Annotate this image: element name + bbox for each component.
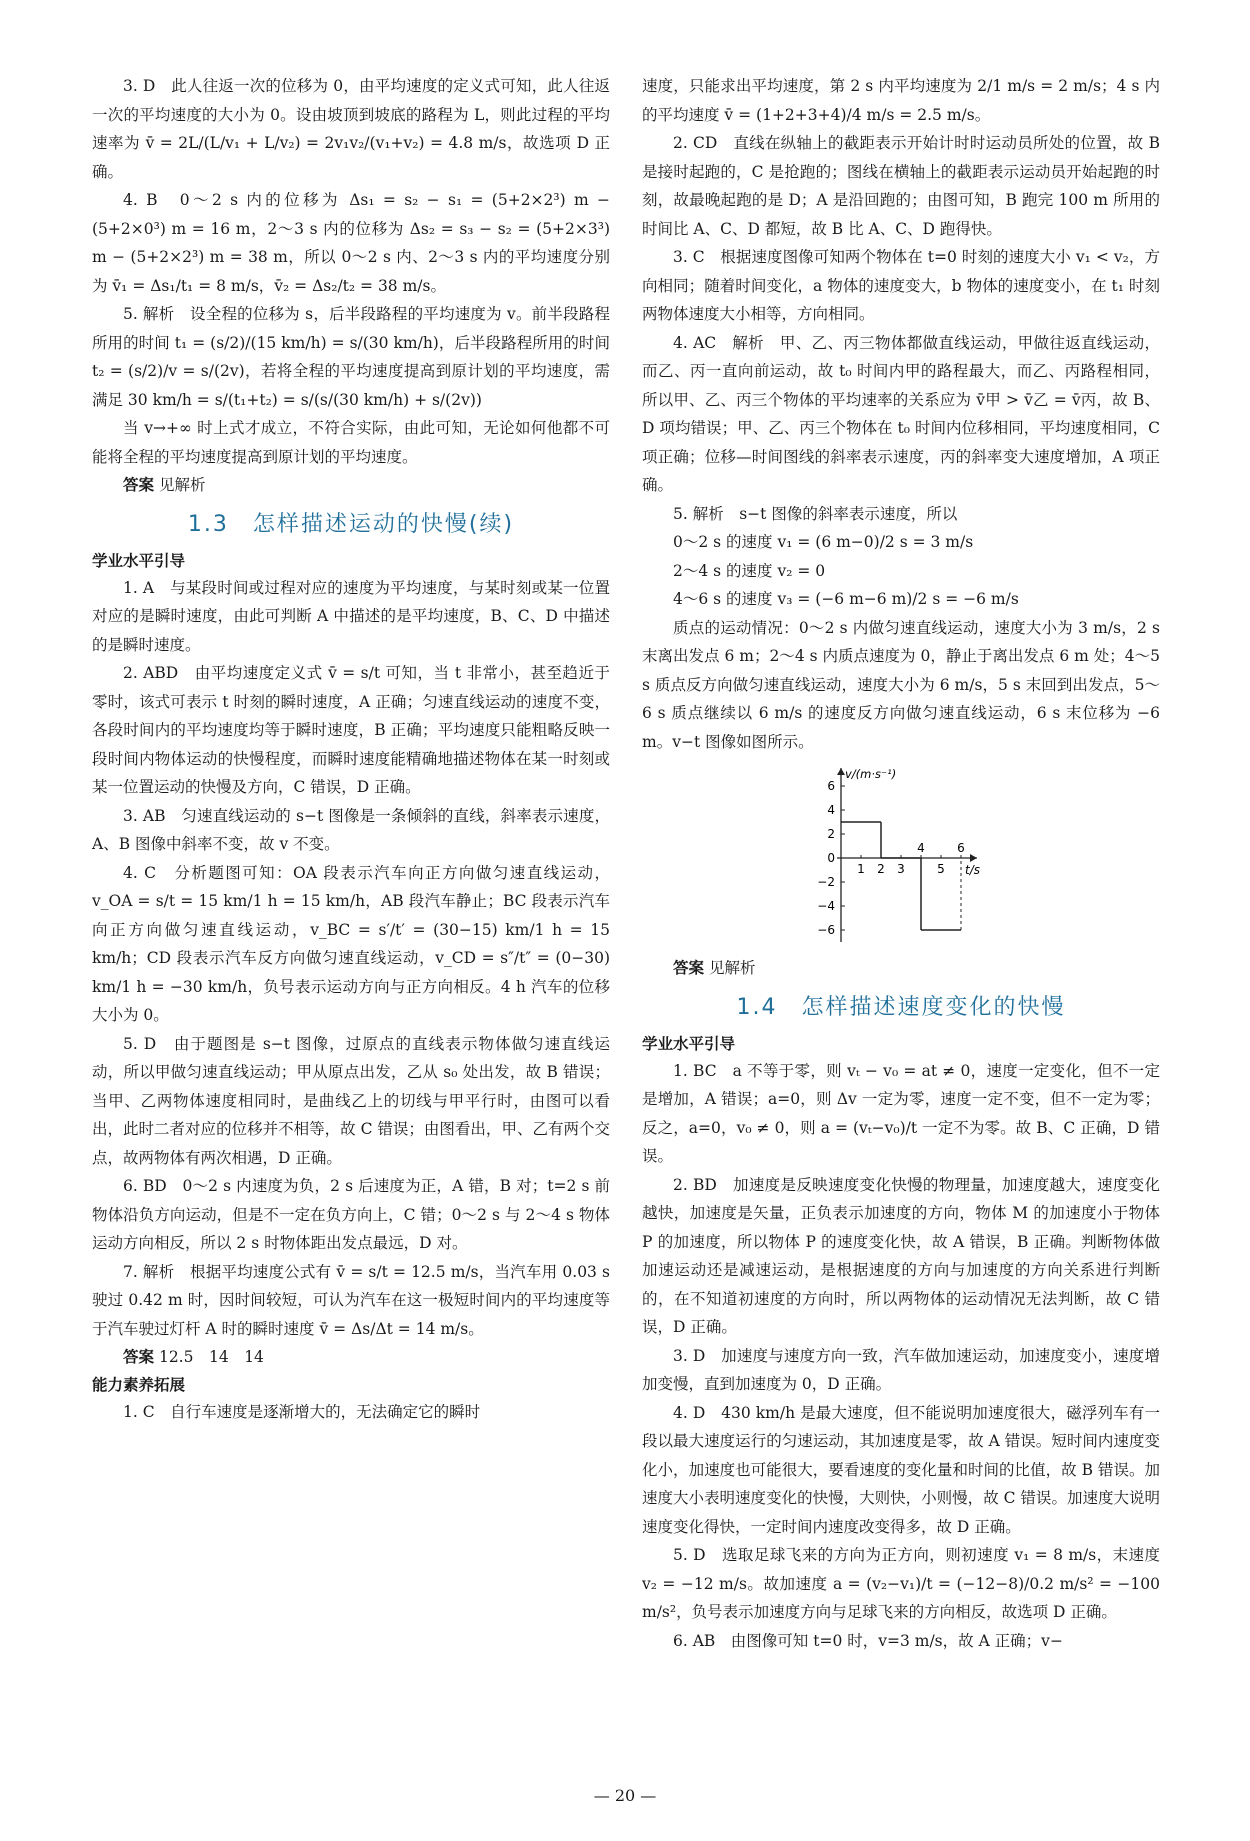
subheading-1: 学业水平引导 <box>92 551 186 570</box>
s5-answer: 5. D 选取足球飞来的方向为正方向，则初速度 v₁ = 8 m/s，末速度 v₂ = −12 m/s。故加速度 a = (v₂−v₁)/t = (−12−8)/0.2 m/s² = −100 m/s²，负号表示加速度方向与足球飞来的方向相反，故选项 D 正确。 <box>642 1546 1160 1621</box>
x-tick-label: 4 <box>917 841 925 855</box>
s6-answer: 6. AB 由图像可知 t=0 时，v=3 m/s，故 A 正确；v− <box>673 1631 1063 1650</box>
answer-label: 答案 <box>123 1348 155 1366</box>
answer-5-conclusion: 当 v→+∞ 时上式才成立，不符合实际，由此可知，无论如何他都不可能将全程的平均速度提高到原计划的平均速度。 <box>92 419 610 466</box>
answer-value: 见解析 <box>708 959 756 977</box>
velocity-line-2: 2～4 s 的速度 v₂ = 0 <box>673 561 826 580</box>
y-tick-label: 0 <box>827 851 835 865</box>
s4-answer: 4. D 430 km/h 是最大速度，但不能说明加速度很大，磁浮列车有一段以最大速度运行的匀速运动，其加速度是零，故 A 错误。短时间内速度变化小，加速度也可能很大，要看速度的变化量和时间的比值，故 B 错误。加速度大小表明速度变化的快慢，大则快，小则慢，故 C 错误。加速度大说明速度变化得快，一定时间内速度改变得多，故 D 正确。 <box>642 1403 1160 1536</box>
x-tick-label: 1 <box>857 862 865 876</box>
answer-line-1 <box>92 471 610 500</box>
section-title-1-4: 1.4 怎样描述速度变化的快慢 <box>736 994 1066 1020</box>
answer-5: 5. 解析 设全程的位移为 s，后半段路程的平均速度为 v。前半段路程所用的时间 t₁ = (s/2)/(15 km/h) = s/(30 km/h)，后半段路程所用的时间 t₂ = (s/2)/v = s/(2v)，若将全程的平均速度提高到原计划的平均速度，需满足 30 km/h = s/(t₁+t₂) = s/(s/(30 km/h) + s/(2v)) <box>92 305 610 409</box>
answer-value: 12.5 14 14 <box>158 1348 264 1366</box>
ext-q1-continued: 速度，只能求出平均速度，第 2 s 内平均速度为 2/1 m/s = 2 m/s；4 s 内的平均速度 v̄ = (1+2+3+4)/4 m/s = 2.5 m/s。 <box>642 77 1160 124</box>
y-tick-label: −4 <box>817 899 835 913</box>
s3-answer: 3. D 加速度与速度方向一致，汽车做加速运动，加速度变小，速度增加变慢，直到加速度为 0，D 正确。 <box>642 1346 1160 1393</box>
answer-label: 答案 <box>673 959 705 977</box>
q1-answer: 1. A 与某段时间或过程对应的速度为平均速度，与某时刻或某一位置对应的是瞬时速度，由此可判断 A 中描述的是平均速度，B、C、D 中描述的是瞬时速度。 <box>92 578 610 654</box>
s2-answer: 2. BD 加速度是反映速度变化快慢的物理量，加速度越大，速度变化越快，加速度是矢量，正负表示加速度的方向，物体 M 的加速度小于物体 P 的加速度，所以物体 P 的速度变化快，故 A 错误，B 正确。判断物体做加速运动还是减速运动，是根据速度的方向与加速度的方向关系进行判断的，在不知道初速度的方向时，所以两物体的运动情况无法判断，故 C 错误，D 正确。 <box>642 1175 1160 1336</box>
x-tick-label: 3 <box>897 862 905 876</box>
y-axis-arrow <box>837 768 845 775</box>
ext-q5-answer: 5. 解析 s−t 图像的斜率表示速度，所以 <box>673 504 958 523</box>
subheading-2: 能力素养拓展 <box>92 1375 186 1394</box>
y-axis-label: v/(m·s⁻¹) <box>845 767 897 781</box>
subheading-3: 学业水平引导 <box>642 1034 736 1053</box>
velocity-line-3: 4～6 s 的速度 v₃ = (−6 m−6 m)/2 s = −6 m/s <box>673 590 1019 608</box>
x-axis-arrow <box>970 854 977 862</box>
motion-description: 质点的运动情况：0～2 s 内做匀速直线运动，速度大小为 3 m/s，2 s 末离出发点 6 m；2～4 s 内质点速度为 0，静止于离出发点 6 m 处；4～5 s 质点反方向做匀速直线运动，速度大小为 6 m/s，5 s 末回到出发点，5～6 s 质点继续以 6 m/s 的速度反方向做匀速直线运动，6 s 末位移为 −6 m。v−t 图像如图所示。 <box>642 618 1160 751</box>
s1-answer: 1. BC a 不等于零，则 vₜ − v₀ = at ≠ 0，速度一定变化，但不一定是增加，A 错误；a=0，则 Δv 一定为零，速度一定不变，但不一定为零；反之，a=0，v₀ ≠ 0，则 a = (vₜ−v₀)/t 一定不为零。故 B、C 正确，D 错误。 <box>642 1061 1160 1165</box>
q3-answer: 3. AB 匀速直线运动的 s−t 图像是一条倾斜的直线，斜率表示速度，A、B 图像中斜率不变，故 v 不变。 <box>92 806 610 853</box>
x-axis-label: t/s <box>965 863 980 877</box>
x-tick-label: 5 <box>937 862 945 876</box>
answer-3: 3. D 此人往返一次的位移为 0，由平均速度的定义式可知，此人往返一次的平均速度的大小为 0。设由坡顶到坡底的路程为 L，则此过程的平均速率为 v̄ = 2L/(L/v₁ + L/v₂) = 2v₁v₂/(v₁+v₂) = 4.8 m/s，故选项 D 正确。 <box>92 77 610 181</box>
answer-label: 答案 <box>123 476 155 494</box>
velocity-line-1: 0～2 s 的速度 v₁ = (6 m−0)/2 s = 3 m/s <box>673 533 974 551</box>
right-column <box>642 72 1160 1655</box>
y-tick-label: −2 <box>817 875 835 889</box>
x-tick-label: 2 <box>877 862 885 876</box>
q5-answer: 5. D 由于题图是 s−t 图像，过原点的直线表示物体做匀速直线运动，所以甲做匀速直线运动；甲从原点出发，乙从 s₀ 处出发，故 B 错误；当甲、乙两物体速度相同时，是曲线乙上的切线与甲平行时，由图可以看出，此时二者对应的位移并不相等，故 C 错误；由图看出，甲、乙有两个交点，故两物体有两次相遇，D 正确。 <box>92 1034 610 1167</box>
ext-q2-answer: 2. CD 直线在纵轴上的截距表示开始计时时运动员所处的位置，故 B 是接时起跑的，C 是抢跑的；图线在横轴上的截距表示运动员开始起跑的时刻，故最晚起跑的是 D；A 是沿回跑的；由图可知，B 跑完 100 m 所用的时间比 A、C、D 都短，故 B 比 A、C、D 跑得快。 <box>642 134 1160 238</box>
section-title-1-3: 1.3 怎样描述运动的快慢(续) <box>187 511 515 537</box>
ext-q1-answer: 1. C 自行车速度是逐渐增大的，无法确定它的瞬时 <box>123 1402 481 1421</box>
q4-answer: 4. C 分析题图可知：OA 段表示汽车向正方向做匀速直线运动，v_OA = s/t = 15 km/1 h = 15 km/h，AB 段汽车静止；BC 段表示汽车向正方向做匀速直线运动，v_BC = s′/t′ = (30−15) km/1 h = 15 km/h；CD 段表示汽车反方向做匀速直线运动，v_CD = s″/t″ = (0−30) km/1 h = −30 km/h，负号表示运动方向与正方向相反。4 h 汽车的位移大小为 0。 <box>92 863 610 1024</box>
vt-graph <box>801 766 1001 946</box>
answer-value: 见解析 <box>158 476 206 494</box>
vt-graph-container <box>642 766 1160 946</box>
answer-4: 4. B 0～2 s 内的位移为 Δs₁ = s₂ − s₁ = (5+2×2³) m − (5+2×0³) m = 16 m，2～3 s 内的位移为 Δs₂ = s₃ − s₂ = (5+2×3³) m − (5+2×2³) m = 38 m，所以 0～2 s 内、2～3 s 内的平均速度分别为 v̄₁ = Δs₁/t₁ = 8 m/s，v̄₂ = Δs₂/t₂ = 38 m/s。 <box>92 191 610 295</box>
y-tick-label: −6 <box>817 923 835 937</box>
ext-q4-answer: 4. AC 解析 甲、乙、丙三物体都做直线运动，甲做往返直线运动，而乙、丙一直向前运动，故 t₀ 时间内甲的路程最大，而乙、丙路程相同，所以甲、乙、丙三个物体的平均速率的关系应为 v̄甲 > v̄乙 = v̄丙，故 B、D 项均错误；甲、乙、丙三个物体在 t₀ 时间内位移相同，平均速度相同，C 项正确；位移—时间图线的斜率表示速度，丙的斜率变大速度增加，A 项正确。 <box>642 333 1160 494</box>
x-tick-label: 6 <box>957 841 965 855</box>
y-tick-label: 6 <box>827 779 835 793</box>
left-column <box>92 72 610 1426</box>
page-number: — 20 — <box>593 1786 657 1805</box>
y-tick-label: 2 <box>827 827 835 841</box>
q2-answer: 2. ABD 由平均速度定义式 v̄ = s/t 可知，当 t 非常小，甚至趋近于零时，该式可表示 t 时刻的瞬时速度，A 正确；匀速直线运动的速度不变，各段时间内的平均速度均等于瞬时速度，B 正确；平均速度只能粗略反映一段时间内物体运动的快慢程度，而瞬时速度能精确地描述物体在某一时刻或某一位置运动的快慢及方向，C 错误，D 正确。 <box>92 664 610 796</box>
answer-line-3 <box>642 954 1160 983</box>
ext-q3-answer: 3. C 根据速度图像可知两个物体在 t=0 时刻的速度大小 v₁ < v₂，方向相同；随着时间变化，a 物体的速度变大，b 物体的速度变小，在 t₁ 时刻两物体速度大小相等，方向相同。 <box>642 248 1160 323</box>
q7-answer: 7. 解析 根据平均速度公式有 v̄ = s/t = 12.5 m/s，当汽车用 0.03 s 驶过 0.42 m 时，因时间较短，可认为汽车在这一极短时间内的平均速度等于汽车驶过灯杆 A 时的瞬时速度 v̄ = Δs/Δt = 14 m/s。 <box>92 1262 610 1338</box>
y-tick-label: 4 <box>827 803 835 817</box>
answer-line-2 <box>92 1343 610 1372</box>
q6-answer: 6. BD 0～2 s 内速度为负，2 s 后速度为正，A 错，B 对；t=2 s 前物体沿负方向运动，但是不一定在负方向上，C 错；0～2 s 与 2～4 s 物体运动方向相反，所以 2 s 时物体距出发点最远，D 对。 <box>92 1177 610 1252</box>
